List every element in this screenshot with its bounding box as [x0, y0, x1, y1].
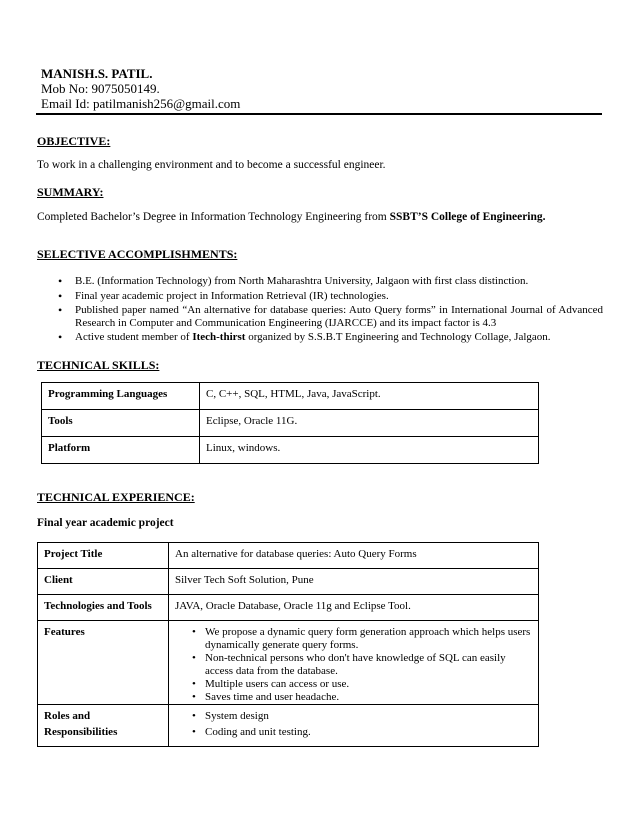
experience-label [38, 705, 169, 747]
objective-text: To work in a challenging environment and to become a successful engineer. [37, 159, 386, 171]
table-row [38, 569, 539, 595]
table-row [38, 595, 539, 621]
list-item: • Multiple users can access or use. [175, 678, 532, 691]
table-row [42, 437, 539, 464]
roles-cell [169, 705, 539, 747]
features-cell [169, 621, 539, 705]
list-item: • Published paper named “An alternative for database queries: Auto Query forms” in International Journal of Advanced Research in Computer and Communication Engineering (IJARCCE) and its impact factor is 4.3 [58, 304, 603, 329]
table-row [38, 621, 539, 705]
experience-label: Project Title [38, 543, 169, 569]
table-row [42, 410, 539, 437]
experience-label: Client [38, 569, 169, 595]
summary-text [37, 211, 546, 223]
experience-table [37, 542, 539, 747]
summary-heading: SUMMARY: [37, 185, 104, 199]
objective-heading: OBJECTIVE: [37, 134, 111, 148]
list-item [58, 331, 603, 344]
skill-value: C, C++, SQL, HTML, Java, JavaScript. [200, 383, 539, 410]
table-row [38, 543, 539, 569]
skill-label: Platform [42, 437, 200, 464]
list-item: • Non-technical persons who don't have knowledge of SQL can easily access data from the database. [175, 652, 532, 678]
list-item-suffix: organized by S.S.B.T Engineering and Technology Collage, Jalgaon. [245, 331, 551, 343]
candidate-name: MANISH.S. PATIL. [41, 66, 153, 81]
skills-table [41, 382, 539, 464]
header-divider [36, 113, 602, 115]
skill-label: Programming Languages [42, 383, 200, 410]
list-item: • Final year academic project in Information Retrieval (IR) technologies. [58, 290, 603, 303]
accomplishments-heading: SELECTIVE ACCOMPLISHMENTS: [37, 247, 238, 261]
features-list [175, 626, 532, 704]
roles-label-line: Responsibilities [44, 726, 118, 738]
list-item: • Saves time and user headache. [175, 691, 532, 704]
experience-subheading: Final year academic project [37, 517, 174, 529]
list-item: • Coding and unit testing. [175, 724, 532, 740]
experience-value: An alternative for database queries: Auto Query Forms [169, 543, 539, 569]
list-item: • B.E. (Information Technology) from North Maharashtra University, Jalgaon with first class distinction. [58, 275, 603, 288]
list-item: • We propose a dynamic query form generation approach which helps users dynamically generate query forms. [175, 626, 532, 652]
table-row [42, 383, 539, 410]
experience-value: JAVA, Oracle Database, Oracle 11g and Eclipse Tool. [169, 595, 539, 621]
skill-value: Eclipse, Oracle 11G. [200, 410, 539, 437]
accomplishments-list [58, 275, 603, 346]
summary-text-prefix: Completed Bachelor’s Degree in Information Technology Engineering from [37, 211, 390, 223]
skills-heading: TECHNICAL SKILLS: [37, 358, 160, 372]
list-item: • System design [175, 708, 532, 724]
skill-label: Tools [42, 410, 200, 437]
experience-label: Features [38, 621, 169, 705]
experience-value: Silver Tech Soft Solution, Pune [169, 569, 539, 595]
list-item-org: Itech-thirst [192, 331, 246, 343]
roles-label-line: Roles and [44, 710, 91, 722]
skill-value: Linux, windows. [200, 437, 539, 464]
experience-heading: TECHNICAL EXPERIENCE: [37, 490, 195, 504]
roles-list [175, 708, 532, 740]
table-row [38, 705, 539, 747]
summary-college: SSBT’S College of Engineering. [389, 211, 546, 223]
mobile-number: Mob No: 9075050149. [41, 81, 160, 96]
experience-label: Technologies and Tools [38, 595, 169, 621]
list-item-prefix: Active student member of [75, 331, 193, 343]
email-address: Email Id: patilmanish256@gmail.com [41, 96, 241, 111]
